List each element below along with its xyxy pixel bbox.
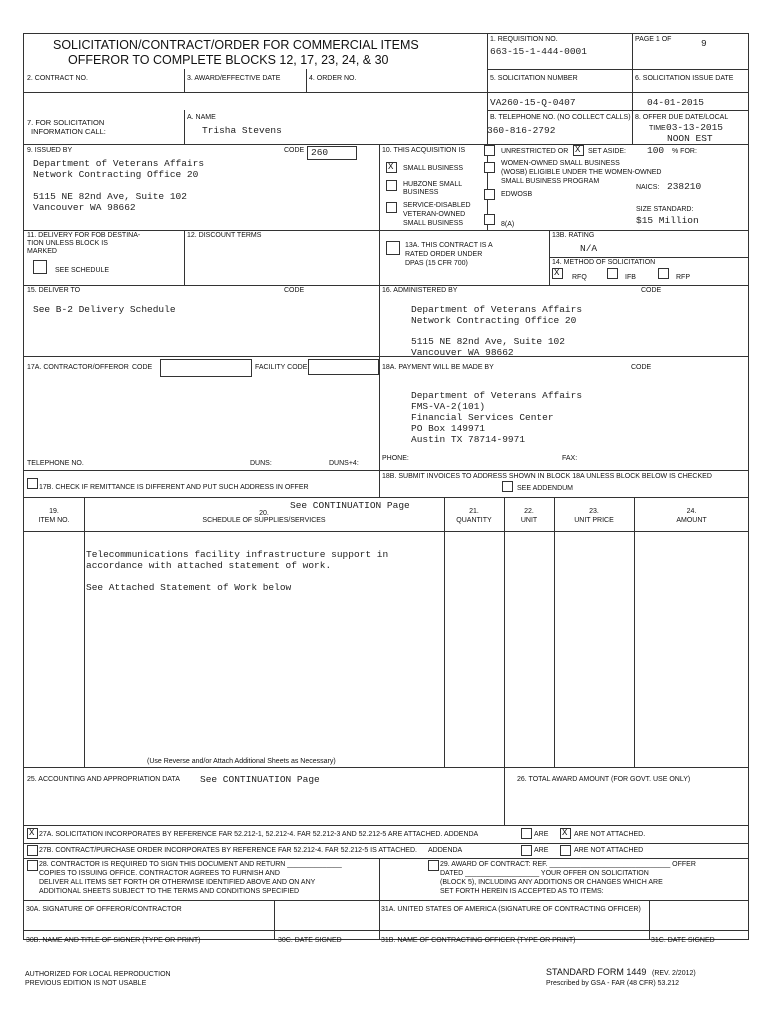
invoice-label: 18B. SUBMIT INVOICES TO ADDRESS SHOWN IN BLOCK 18A UNLESS BLOCK BELOW IS CHECKED	[382, 473, 712, 480]
payment-line: Department of Veterans Affairs	[411, 390, 583, 401]
contractor-code-label: CODE	[132, 364, 153, 371]
facility-code-label: FACILITY CODE	[255, 364, 308, 371]
rfq-label: RFQ	[572, 274, 587, 281]
27a-addenda: ADDENDA	[444, 831, 479, 838]
27b-are-checkbox[interactable]	[521, 845, 532, 856]
rule-v	[632, 69, 633, 144]
rule-v	[184, 69, 185, 92]
rule-v	[444, 497, 445, 767]
rating-value[interactable]: N/A	[580, 243, 598, 254]
deliver-to-label: 15. DELIVER TO	[27, 287, 81, 294]
issue-date-value[interactable]: 04-01-2015	[647, 97, 705, 108]
rule-h	[24, 230, 749, 231]
contractor-code-box[interactable]	[160, 359, 252, 377]
see-schedule-label: SEE SCHEDULE	[55, 267, 110, 274]
administered-by-line: Network Contracting Office 20	[411, 315, 577, 326]
fob-label: 11. DELIVERY FOR FOB DESTINA-	[27, 232, 141, 239]
contract-no-label: 2. CONTRACT NO.	[27, 75, 88, 82]
reverse-note: (Use Reverse and/or Attach Additional Sheets as Necessary)	[147, 758, 336, 765]
28-label-3: DELIVER ALL ITEMS SET FORTH OR OTHERWISE IDENTIFIED ABOVE AND ON ANY	[39, 879, 316, 886]
rule-h	[24, 858, 749, 859]
27b-are: ARE	[534, 847, 549, 854]
rule-v	[504, 767, 505, 825]
payment-code-label: CODE	[631, 364, 652, 371]
administered-by-code-label: CODE	[641, 287, 662, 294]
signer-name-label: 30B. NAME AND TITLE OF SIGNER (TYPE OR PRINT)	[26, 937, 201, 944]
rule-h	[487, 110, 749, 111]
rfp-checkbox[interactable]	[658, 268, 669, 279]
total-award-label: 26. TOTAL AWARD AMOUNT (FOR GOVT. USE ONLY)	[517, 776, 691, 783]
accounting-value[interactable]: See CONTINUATION Page	[200, 774, 320, 785]
info-call-label: 7. FOR SOLICITATION	[27, 118, 105, 127]
edwosb-checkbox[interactable]	[484, 189, 495, 200]
rule-v	[554, 497, 555, 767]
27a-are-checkbox[interactable]	[521, 828, 532, 839]
set-aside-label: SET ASIDE:	[588, 148, 626, 155]
sdvosb-label-3: SMALL BUSINESS	[403, 220, 464, 227]
29-label: 29. AWARD OF CONTRACT: REF. _______________________________ OFFER	[440, 861, 696, 868]
administered-by-line: 5115 NE 82nd Ave, Suite 102	[411, 336, 565, 347]
col23-num: 23.	[589, 508, 599, 515]
28-label: 28. CONTRACTOR IS REQUIRED TO SIGN THIS DOCUMENT AND RETURN ______________	[39, 861, 342, 868]
administered-by-label: 16. ADMINISTERED BY	[382, 287, 458, 294]
sdvosb-label: SERVICE-DISABLED	[403, 202, 471, 209]
rule-h	[487, 69, 749, 70]
administered-by-line: Department of Veterans Affairs	[411, 304, 583, 315]
schedule-description: See Attached Statement of Work below	[86, 582, 292, 593]
remittance-checkbox[interactable]	[27, 478, 38, 489]
fob-label-3: MARKED	[27, 248, 57, 255]
rated-order-checkbox[interactable]	[386, 241, 400, 255]
name-label: A. NAME	[187, 114, 216, 121]
rule-v	[306, 69, 307, 92]
27b-label: 27B. CONTRACT/PURCHASE ORDER INCORPORATES BY REFERENCE FAR 52.212-4. FAR 52.212-5 IS ATTACHED.	[39, 847, 417, 854]
method-label: 14. METHOD OF SOLICITATION	[552, 259, 656, 266]
footer-auth: AUTHORIZED FOR LOCAL REPRODUCTION	[25, 971, 171, 978]
duns4-label: DUNS+4:	[329, 460, 359, 467]
rule-h	[24, 285, 749, 286]
offer-due-time[interactable]: NOON EST	[667, 133, 713, 144]
27b-addenda: ADDENDA	[428, 847, 463, 854]
issued-by-line: 5115 NE 82nd Ave, Suite 102	[33, 191, 187, 202]
27b-are-not: ARE NOT ATTACHED	[574, 847, 644, 854]
footer-prescribed: Prescribed by GSA - FAR (48 CFR) 53.212	[546, 980, 680, 987]
29-label-3: (BLOCK 5), INCLUDING ANY ADDITIONS OR CHANGES WHICH ARE	[440, 879, 663, 886]
edwosb-label: EDWOSB	[501, 191, 533, 198]
deliver-to-code-label: CODE	[284, 287, 305, 294]
date-signed-31c-label: 31C. DATE SIGNED	[651, 937, 715, 944]
name-value[interactable]: Trisha Stevens	[202, 125, 282, 136]
issued-by-code-value: 260	[311, 147, 329, 158]
facility-code-box[interactable]	[308, 359, 379, 375]
27a-are-not-mark: X	[562, 828, 568, 838]
col24-num: 24.	[686, 508, 697, 515]
offer-due-date[interactable]: 03-13-2015	[666, 122, 724, 133]
fob-label-2: TION UNLESS BLOCK IS	[27, 240, 108, 247]
form-subtitle: OFFEROR TO COMPLETE BLOCKS 12, 17, 23, 24, & 30	[68, 53, 389, 67]
offer-time-label: TIME	[649, 125, 666, 132]
ifb-label: IFB	[625, 274, 636, 281]
col22-label: UNIT	[520, 517, 538, 524]
set-aside-mark: X	[575, 145, 581, 155]
27a-are-not: ARE NOT ATTACHED.	[574, 831, 646, 838]
issued-by-line: Vancouver WA 98662	[33, 202, 136, 213]
28-label-4: ADDITIONAL SHEETS SUBJECT TO THE TERMS AND CONDITIONS SPECIFIED	[39, 888, 300, 895]
administered-by-line: Vancouver WA 98662	[411, 347, 514, 358]
fax-label: FAX:	[562, 455, 578, 462]
form-title: SOLICITATION/CONTRACT/ORDER FOR COMMERCIAL ITEMS	[53, 38, 419, 52]
rfq-mark: X	[554, 268, 560, 278]
col19-num: 19.	[49, 508, 59, 515]
col20-num: 20.	[259, 510, 269, 517]
rated-order-label: 13A. THIS CONTRACT IS A	[405, 242, 493, 249]
telephone-value[interactable]: 360-816-2792	[487, 125, 556, 136]
rule-h	[24, 356, 749, 357]
see-addendum-checkbox[interactable]	[502, 481, 513, 492]
phone-label: PHONE:	[382, 455, 409, 462]
ifb-checkbox[interactable]	[607, 268, 618, 279]
footer-form-name: STANDARD FORM 1449	[546, 967, 647, 977]
payment-line: PO Box 149971	[411, 423, 486, 434]
rating-label: 13B. RATING	[552, 232, 595, 239]
solicitation-number-value[interactable]: VA260-15-Q-0407	[490, 97, 576, 108]
col22-num: 22.	[524, 508, 534, 515]
rule-h	[24, 92, 749, 93]
rule-h	[24, 470, 749, 471]
rule-v	[634, 497, 635, 767]
rule-h	[24, 825, 749, 826]
rule-v	[84, 497, 85, 767]
sf1449-form	[23, 33, 749, 940]
naics-value[interactable]: 238210	[667, 181, 702, 192]
percent-for-label: % FOR:	[672, 148, 697, 155]
order-no-label: 4. ORDER NO.	[309, 75, 357, 82]
issue-date-label: 6. SOLICITATION ISSUE DATE	[635, 75, 734, 82]
contractor-label: 17A. CONTRACTOR/OFFEROR	[27, 364, 129, 371]
col24-label: AMOUNT	[676, 517, 707, 524]
footer-rev: (REV. 2/2012)	[652, 970, 696, 977]
issued-by-line: Network Contracting Office 20	[33, 169, 199, 180]
rule-h	[549, 257, 749, 258]
hubzone-label: HUBZONE SMALL	[403, 181, 463, 188]
rule-h	[24, 767, 749, 768]
28-label-2: COPIES TO ISSUING OFFICE. CONTRACTOR AGREES TO FURNISH AND	[39, 870, 280, 877]
rule-h	[24, 531, 749, 532]
sdvosb-label-2: VETERAN-OWNED	[403, 211, 466, 218]
issued-by-line: Department of Veterans Affairs	[33, 158, 205, 169]
telephone-label: B. TELEPHONE NO. (NO COLLECT CALLS)	[490, 114, 631, 121]
duns-label: DUNS:	[250, 460, 272, 467]
col21-label: QUANTITY	[456, 517, 492, 524]
issued-by-code-label: CODE	[284, 147, 305, 154]
27a-are: ARE	[534, 831, 549, 838]
see-schedule-checkbox[interactable]	[33, 260, 47, 274]
small-business-mark: X	[388, 162, 394, 172]
payment-line: Austin TX 78714-9971	[411, 434, 526, 445]
set-aside-percent[interactable]: 100	[647, 145, 665, 156]
requisition-label: 1. REQUISITION NO.	[490, 36, 558, 43]
rule-v	[504, 497, 505, 767]
27b-checkbox[interactable]	[27, 845, 38, 856]
deliver-to-value[interactable]: See B-2 Delivery Schedule	[33, 304, 176, 315]
rule-v	[184, 110, 185, 144]
rule-v	[379, 144, 380, 497]
rule-h	[24, 843, 749, 844]
col20-note: See CONTINUATION Page	[290, 500, 410, 511]
rule-v	[184, 230, 185, 285]
rule-h	[24, 144, 749, 145]
wosb-checkbox[interactable]	[484, 162, 495, 173]
col19-label: ITEM NO.	[38, 517, 70, 524]
payment-label: 18A. PAYMENT WILL BE MADE BY	[382, 364, 494, 371]
remittance-label: 17B. CHECK IF REMITTANCE IS DIFFERENT AND PUT SUCH ADDRESS IN OFFER	[39, 484, 309, 491]
28-checkbox[interactable]	[27, 860, 38, 871]
size-standard-value[interactable]: $15 Million	[636, 215, 699, 226]
27a-mark: X	[29, 828, 35, 838]
rated-order-label-3: DPAS (15 CFR 700)	[405, 260, 468, 267]
rated-order-label-2: RATED ORDER UNDER	[405, 251, 483, 258]
discount-terms-label: 12. DISCOUNT TERMS	[187, 232, 262, 239]
telephone-no-label: TELEPHONE NO.	[27, 460, 84, 467]
issued-by-label: 9. ISSUED BY	[27, 147, 73, 154]
wosb-label-2: (WOSB) ELIGIBLE UNDER THE WOMEN-OWNED	[501, 169, 662, 176]
wosb-label: WOMEN-OWNED SMALL BUSINESS	[501, 160, 620, 167]
page-label: PAGE 1 OF	[635, 36, 672, 43]
27b-are-not-checkbox[interactable]	[560, 845, 571, 856]
col21-num: 21.	[469, 508, 479, 515]
schedule-description: accordance with attached statement of work.	[86, 560, 332, 571]
col23-label: UNIT PRICE	[574, 517, 614, 524]
rule-v	[632, 34, 633, 69]
payment-line: Financial Services Center	[411, 412, 554, 423]
col20-label: SCHEDULE OF SUPPLIES/SERVICES	[202, 517, 326, 524]
sig-usa-label: 31A. UNITED STATES OF AMERICA (SIGNATURE OF CONTRACTING OFFICER)	[381, 906, 641, 913]
see-addendum-label: SEE ADDENDUM	[517, 485, 574, 492]
unrestricted-label: UNRESTRICTED OR	[501, 148, 569, 155]
29-label-4: SET FORTH HEREIN IS ACCEPTED AS TO ITEMS:	[440, 888, 604, 895]
solicitation-number-label: 5. SOLICITATION NUMBER	[490, 75, 578, 82]
29-label-2: DATED ___________________ YOUR OFFER ON SOLICITATION	[440, 870, 649, 877]
rule-h	[23, 930, 749, 931]
page-total: 9	[701, 38, 707, 49]
unrestricted-checkbox[interactable]	[484, 145, 495, 156]
sig-offeror-label-row: 30A. SIGNATURE OF OFFEROR/CONTRACTOR	[26, 906, 182, 913]
hubzone-label-2: BUSINESS	[403, 189, 439, 196]
27a-label: 27A. SOLICITATION INCORPORATES BY REFERENCE FAR 52.212-1, 52.212-4. FAR 52.212-3 AND 52.212-5 ARE ATTACHED.	[39, 831, 443, 838]
wosb-label-3: SMALL BUSINESS PROGRAM	[501, 178, 600, 185]
rule-h	[24, 497, 749, 498]
sdvosb-checkbox[interactable]	[386, 202, 397, 213]
footer-prev: PREVIOUS EDITION IS NOT USABLE	[25, 980, 147, 987]
requisition-value[interactable]: 663-15-1-444-0001	[490, 46, 587, 57]
schedule-description: Telecommunications facility infrastructure support in	[86, 549, 389, 560]
acquisition-label: 10. THIS ACQUISITION IS	[382, 147, 466, 154]
naics-label: NAICS:	[636, 184, 660, 191]
eight-a-checkbox[interactable]	[484, 214, 495, 225]
eight-a-label: 8(A)	[501, 221, 515, 228]
officer-name-label: 31B. NAME OF CONTRACTING OFFICER (TYPE OR PRINT)	[381, 937, 576, 944]
payment-line: FMS-VA-2(101)	[411, 401, 486, 412]
date-signed-30c-label: 30C. DATE SIGNED	[278, 937, 342, 944]
award-date-label: 3. AWARD/EFFECTIVE DATE	[187, 75, 281, 82]
hubzone-checkbox[interactable]	[386, 180, 397, 191]
offer-due-label: 8. OFFER DUE DATE/LOCAL	[635, 114, 729, 121]
29-checkbox[interactable]	[428, 860, 439, 871]
info-call-label-2: INFORMATION CALL:	[31, 127, 106, 136]
small-business-label: SMALL BUSINESS	[403, 165, 464, 172]
size-standard-label: SIZE STANDARD:	[636, 206, 694, 213]
accounting-label: 25. ACCOUNTING AND APPROPRIATION DATA	[27, 776, 180, 783]
rfp-label: RFP	[676, 274, 690, 281]
